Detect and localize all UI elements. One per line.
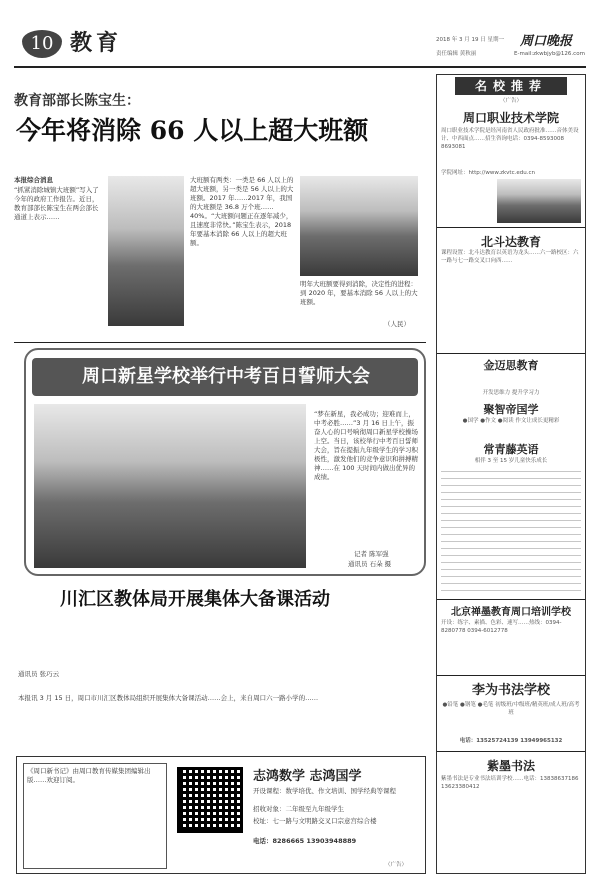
divider <box>437 675 585 676</box>
school-info: 开发思维力 提升学习力 <box>482 390 540 396</box>
ad-notice: 《周口新书记》由周口教育传媒集团编辑出版……欢迎订阅。 <box>23 763 167 869</box>
school-photo <box>497 179 581 223</box>
paper-name: 周口晚报 <box>520 34 573 49</box>
masthead-rule <box>14 66 586 68</box>
school-info: 周口职业技术学院是经河南省人民政府批准……音体美设计、中西面点……招生咨询电话：0394-8593008 8693081 <box>441 128 579 150</box>
school-info: 紫墨书法是专业书法培训学校……电话：13838637186 13623380412 <box>441 776 579 790</box>
editor-line: 责任编辑 黄秋丽 <box>436 51 477 57</box>
school-info: 相伴 3 至 15 岁儿童快乐成长 <box>474 458 548 464</box>
date-line: 2018 年 3 月 19 日 星期一 <box>436 37 504 43</box>
ad-school-name: 志鸿数学 志鸿国学 <box>253 769 362 784</box>
divider <box>437 599 585 600</box>
story-headline: 川汇区教体局开展集体大备课活动 <box>60 589 330 610</box>
ad-phone: 电话：8286665 13903948889 <box>253 837 357 845</box>
school-name: 李为书法学校 <box>471 683 550 698</box>
story-body: “梦在新星，我必成功；迎难而上，中考必胜……”3 月 16 日上午，振奋人心的口号响彻周口新星学校操场上空。当日，该校举行中考百日誓师大会，旨在提振九年级学生的学习积极性，激发他们的竞争意识和拼搏精神……在 100 天时间内做出优异的成绩。 <box>314 410 418 481</box>
lead-story <box>14 80 424 338</box>
story-column-2: 大班额有两类：一类是 66 人以上的超大班额，另一类是 56 人以上的大班额。2017 年……2017 年，我国的大班额是 36.8 万个班……40%。“大班额问题正在逐年减少，且速度非常快。”陈宝生表示，2018 年要基本消除 66 人以上的超大班额。 <box>190 176 294 247</box>
story-byline: 本报综合消息 <box>14 176 53 184</box>
school-name: 金迈思教育 <box>483 359 539 372</box>
photo-credit: 记者 陈军强 <box>354 550 389 558</box>
school-name: 聚智帝国学 <box>483 403 539 416</box>
sidebar-title: 名校推荐 <box>455 77 567 95</box>
email-line: E-mail:zkwbjyb@126.com <box>514 51 585 57</box>
middle-story <box>24 348 426 576</box>
story-headline: 周口新星学校举行中考百日誓师大会 <box>82 366 370 387</box>
bottom-advertisement <box>16 756 426 874</box>
story-byline: 通讯员 张巧云 <box>18 670 60 678</box>
story-source: （人民） <box>384 320 410 328</box>
ad-tag: （广告） <box>499 98 522 104</box>
address-list <box>441 471 581 591</box>
photo-credit: 通讯员 石朵 摄 <box>348 560 392 568</box>
story-kicker: 教育部部长陈宝生： <box>14 93 140 109</box>
ceremony-photo <box>34 404 306 568</box>
masthead <box>14 28 586 70</box>
school-name: 北京禅墨教育周口培训学校 <box>451 607 571 618</box>
school-site: 学院网址：http://www.zkvtc.edu.cn <box>441 170 535 176</box>
page-number-badge: 10 <box>22 30 62 58</box>
school-name: 北斗达教育 <box>480 235 541 249</box>
sidebar <box>436 74 586 874</box>
bottom-story <box>14 582 426 750</box>
ad-line: 开设课程：数学培优、作文培训、国学经典等课程 <box>253 787 396 795</box>
divider <box>437 353 585 354</box>
school-info: 开设：练字、素描、色彩、速写……热线：0394-8280778 0394-6012778 <box>441 620 562 634</box>
lead-story-photo <box>108 176 184 326</box>
divider <box>437 751 585 752</box>
divider <box>437 227 585 228</box>
school-name: 紫墨书法 <box>486 759 535 773</box>
story-headline: 今年将消除 66 人以上超大班额 <box>16 116 369 145</box>
story-body: 本报讯 3 月 15 日，周口市川汇区教体局组织开展集体大备课活动……会上，来自周口六一路小学的…… <box>18 694 319 702</box>
school-phone: 电话：13525724139 13949965132 <box>459 738 563 744</box>
school-name: 常青藤英语 <box>483 443 539 456</box>
school-info: ●铅笔 ●钢笔 ●毛笔 初级班/中级班/精英班/成人班/高考班 <box>442 702 580 716</box>
divider <box>14 342 426 343</box>
school-info: 课程设置：北斗达教育以英语为龙头……六一路校区：六一路与七一路交叉口向西…… <box>441 250 579 264</box>
classroom-photo <box>300 176 418 276</box>
ad-line: 招收对象：二年级至九年级学生 <box>253 805 344 813</box>
section-title: 教育 <box>70 30 123 56</box>
ad-tag: （广告） <box>385 862 408 868</box>
school-info: ●国学 ●作文 ●阅读 作文让成长更精彩 <box>462 418 560 424</box>
ad-line: 校址：七一路与文明路交叉口宗意宫综合楼 <box>253 817 377 825</box>
school-name: 周口职业技术学院 <box>462 111 559 125</box>
story-column-1: “抓紧消除城镇大班额”写入了今年的政府工作报告。近日，教育部部长陈宝生在两会部长通道上表示…… <box>14 186 99 221</box>
qr-code <box>177 767 243 833</box>
story-column-3: 明年大班额要得到消除，决定性的进程：到 2020 年，要基本消除 56 人以上的大班额。 <box>300 280 418 306</box>
